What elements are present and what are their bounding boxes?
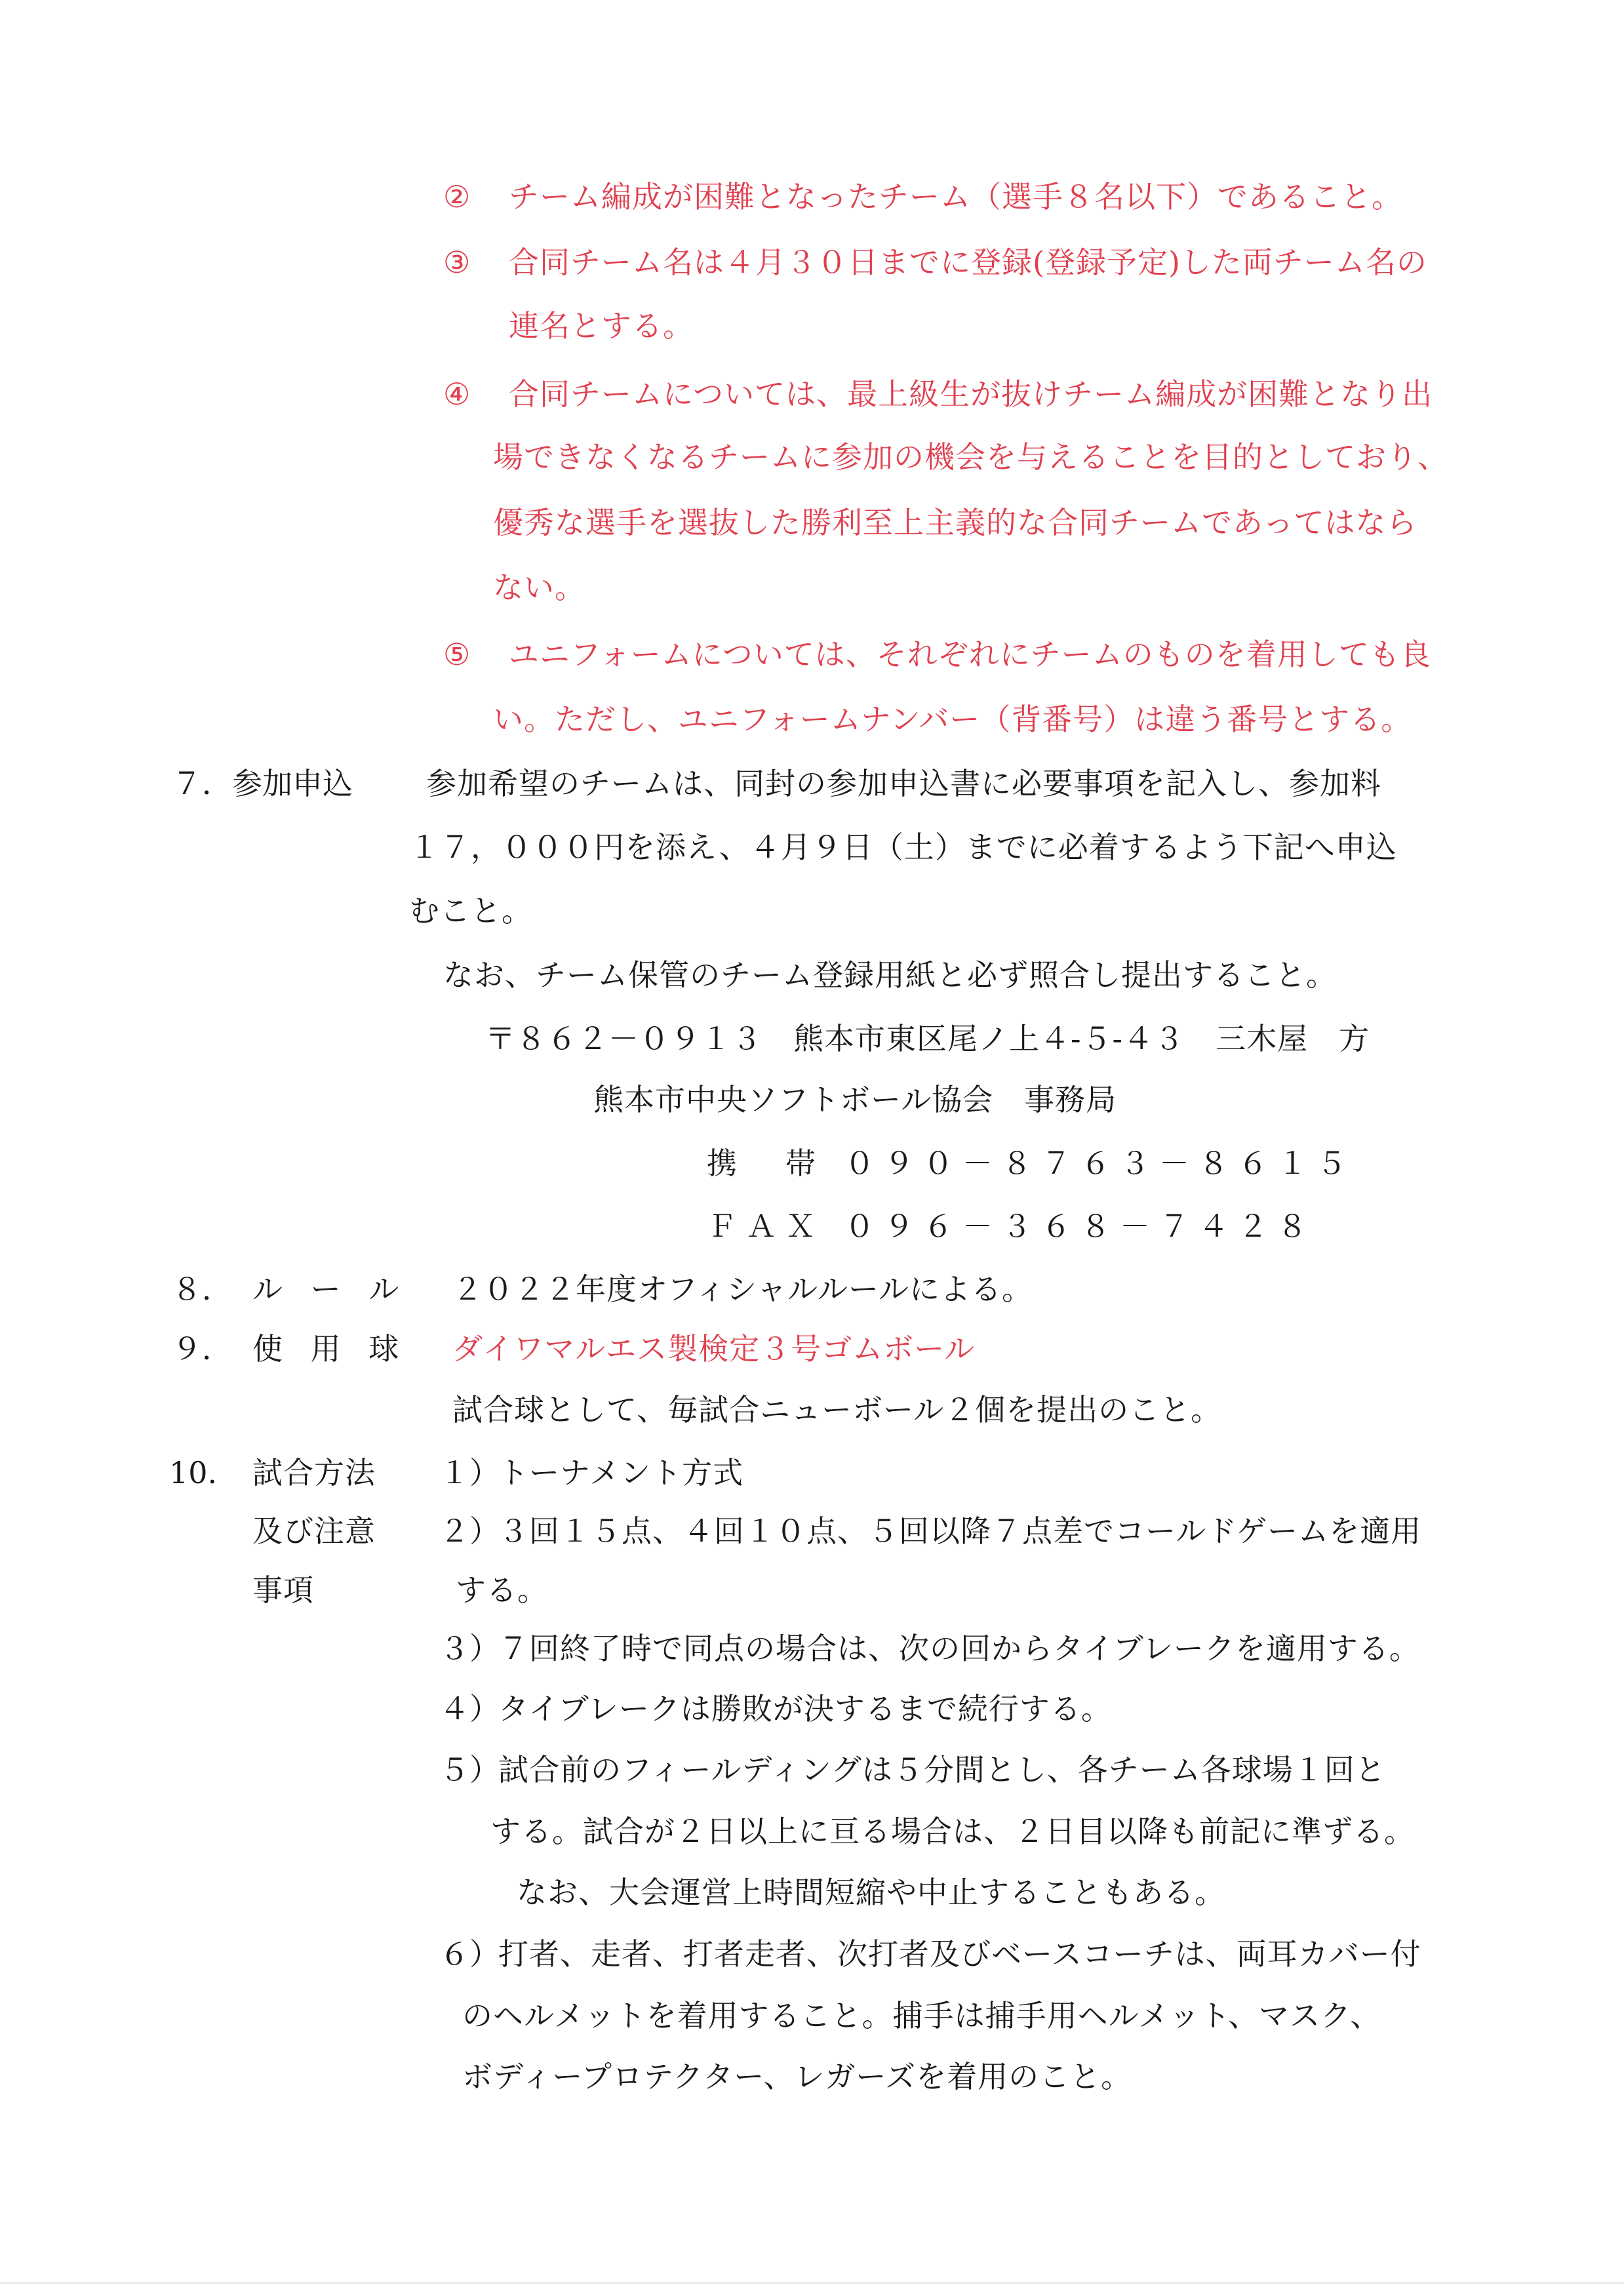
item-number: ５） [439,1752,500,1787]
item-text: 打者、走者、打者走者、次打者及びベースコーチは、両耳カバー付 [498,1936,1421,1972]
item-number: ４） [439,1691,500,1726]
item-number: ２） [439,1513,500,1549]
section-label: 及び注意 [252,1513,376,1549]
fax-label: ＦＡＸ [707,1208,825,1244]
item-text: トーナメント方式 [498,1455,744,1490]
item-mark: ④ [443,376,471,412]
fax-number: ０９６－３６８－７４２８ [844,1208,1317,1244]
section-number: ８． [172,1271,232,1307]
section-label: 事項 [252,1572,314,1608]
phone-number: ０９０－８７６３－８６１５ [844,1146,1356,1181]
item-text: 合同チームについては、最上級生が抜けチーム編成が困難となり出 [509,376,1433,412]
item-text: ユニフォームについては、それぞれにチームのものを着用しても良 [509,637,1431,672]
item-text: ７回終了時で同点の場合は、次の回からタイブレークを適用する。 [498,1631,1420,1666]
body-text: 参加希望のチームは、同封の参加申込書に必要事項を記入し、参加料 [426,766,1381,801]
item-number: １） [439,1455,500,1490]
body-text: なお、チーム保管のチーム登録用紙と必ず照合し提出すること。 [443,957,1337,993]
section-label: ７．参加申込 [172,766,353,801]
address: 〒８６２－０９１３ 熊本市東区尾ノ上４-５-４３ 三木屋 方 [485,1021,1370,1056]
section-number: ９． [172,1331,232,1367]
item-text: チーム編成が困難となったチーム（選手８名以下）であること。 [509,179,1402,214]
item-text: する。 [456,1572,548,1608]
item-text: のヘルメットを着用すること。捕手は捕手用ヘルメット、マスク、 [462,1998,1381,2033]
item-text: い。ただし、ユニフォームナンバー（背番号）は違う番号とする。 [493,702,1412,737]
phone-label: 携 帯 [707,1146,825,1181]
item-text: ボディープロテクター、レガーズを着用のこと。 [462,2059,1132,2094]
body-text: ２０２２年度オフィシャルルールによる。 [452,1271,1033,1307]
item-number: ６） [439,1936,500,1972]
item-text: なお、大会運営上時間短縮や中止することもある。 [517,1875,1225,1910]
body-text: むこと。 [409,893,532,928]
item-mark: ③ [443,245,471,280]
section-label: 試合方法 [252,1455,376,1490]
item-text: 場できなくなるチームに参加の機会を与えることを目的としており、 [493,439,1448,475]
section-number: 10. [169,1455,218,1490]
scan-edge [0,2282,1624,2284]
item-text: ３回１５点、４回１０点、５回以降７点差でコールドゲームを適用 [498,1513,1422,1549]
item-mark: ② [443,179,471,214]
ball-spec: ダイワマルエス製検定３号ゴムボール [452,1331,976,1367]
item-text: 優秀な選手を選抜した勝利至上主義的な合同チームであってはなら [493,505,1417,540]
item-text: 連名とする。 [509,308,694,344]
item-mark: ⑤ [443,637,471,672]
item-text: 試合前のフィールディングは５分間とし、各チーム各球場１回と [498,1752,1386,1787]
section-label: 使 用 球 [252,1331,408,1367]
item-text: 合同チーム名は４月３０日までに登録(登録予定)した両チーム名の [509,245,1427,280]
item-text: する。試合が２日以上に亘る場合は、２日目以降も前記に準ずる。 [490,1814,1415,1849]
organization: 熊本市中央ソフトボール協会 事務局 [593,1082,1117,1117]
item-text: ない。 [493,570,585,605]
section-label: ル ー ル [252,1271,408,1307]
body-text: 試合球として、毎試合ニューボール２個を提出のこと。 [452,1392,1222,1427]
item-text: タイブレークは勝敗が決するまで続行する。 [498,1691,1112,1726]
item-number: ３） [439,1631,500,1666]
body-text: １７，０００円を添え、４月９日（土）までに必着するよう下記へ申込 [409,829,1397,865]
